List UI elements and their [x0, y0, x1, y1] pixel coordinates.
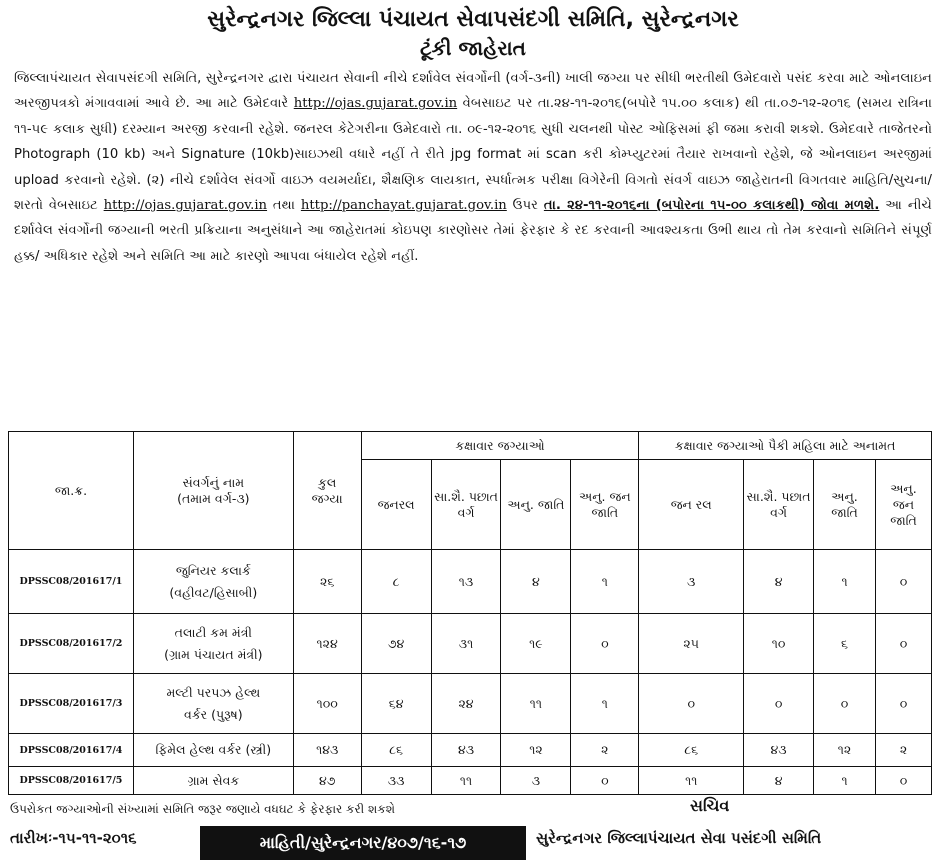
cell: ૧૩: [431, 550, 501, 614]
cell: ૧૧: [431, 767, 501, 795]
row-code: DPSSC08/201617/2: [9, 614, 134, 674]
cell: ૧૨: [814, 734, 876, 767]
body-paragraph: [14, 66, 932, 269]
cell: ૧: [814, 550, 876, 614]
header-st: અનુ. જન જાતિ: [571, 460, 639, 550]
cell: ૮૬: [361, 734, 431, 767]
ojas-link[interactable]: http://ojas.gujarat.gov.in: [293, 96, 458, 112]
panchayat-link[interactable]: http://panchayat.gujarat.gov.in: [300, 198, 507, 214]
vacancy-table: [8, 431, 932, 795]
body-text-4: ઉપર: [506, 198, 544, 214]
row-total: ૧૦૦: [293, 674, 361, 734]
table-row: [9, 767, 932, 795]
body-text-2: વેબસાઇટ પર તા.૨૪-૧૧-૨૦૧૬(બપોરે ૧૫.૦૦ કલાક) થી તા.૦૭-૧૨-૨૦૧૬ (સમય રાત્રિના ૧૧-૫૯ કલાક સુધી) દરમ્યાન અરજી કરવાની રહેશે. જનરલ કેટેગરીના ઉમેદવારો તા. ૦૯-૧૨-૨૦૧૬ સુધી ચલનથી પોસ્ટ ઓફિસમાં ફી જમા કરાવી શકશે. ઉમેદવારે તાજેતરનો Photograph (10 kb) અને Signature (10kb)સાઇઝથી વધારે નહીં તે રીતે jpg format માં scan કરી કોમ્પ્યુટરમાં તૈયાર રાખવાનો રહેશે, જે ઓનલાઇન અરજીમાં upload કરવાનો રહેશે. (૨) નીચે દર્શાવેલ સંવર્ગો વાઇઝ વયમર્યાદા, શૈક્ષણિક લાયકાત, સ્પર્ધાત્મક પરીક્ષા વિગેરેની વિગતો સંવર્ગ વાઇઝ જાહેરાતની વિગતવાર માહિતિ/સુચના/શરતો વેબસાઇટ: [14, 96, 932, 214]
cell: ૨: [875, 734, 931, 767]
cell: ૦: [744, 674, 814, 734]
cell: ૦: [875, 674, 931, 734]
header-women-sc: અનુ. જાતિ: [814, 460, 876, 550]
reference-number: માહિતી/સુરેન્દ્રનગર/૪૦૭/૧૬-૧૭: [259, 833, 467, 852]
row-code: DPSSC08/201617/5: [9, 767, 134, 795]
row-name: મલ્ટી પરપઝ હેલ્થ વર્કર (પુરૂષ): [133, 674, 293, 734]
cell: ૩: [639, 550, 744, 614]
cell: ૪: [501, 550, 571, 614]
table-row: [9, 734, 932, 767]
cell: ૨૫: [639, 614, 744, 674]
cell: ૧૧: [639, 767, 744, 795]
secretary-label: સચિવ: [690, 796, 730, 815]
table-row: [9, 550, 932, 614]
cell: ૬૪: [361, 674, 431, 734]
cell: ૧: [571, 550, 639, 614]
cell: ૪૩: [744, 734, 814, 767]
body-text-1: જિલ્લાપંચાયત સેવાપસંદગી સમિતિ, સુરેન્દ્રનગર દ્વારા પંચાયત સેવાની નીચે દર્શાવેલ સંવર્ગોની (વર્ગ-૩ની) ખાલી જગ્યા પર સીધી ભરતીથી ઉમેદવારો પસંદ કરવા માટે ઓનલાઇન અરજીપત્રકો મંગાવવામાં આવે છે. આ માટે ઉમેદવારે: [14, 71, 932, 112]
table-row: [9, 614, 932, 674]
cell: ૪: [744, 767, 814, 795]
row-code: DPSSC08/201617/3: [9, 674, 134, 734]
header-total: કુલ જગ્યા: [293, 432, 361, 550]
row-name: તલાટી કમ મંત્રી (ગ્રામ પંચાયત મંત્રી): [133, 614, 293, 674]
row-total: ૪૭: [293, 767, 361, 795]
reference-number-box: [200, 826, 526, 860]
cell: ૧૦: [744, 614, 814, 674]
date-label: તારીખઃ-૧૫-૧૧-૨૦૧૬: [10, 829, 137, 847]
body-text-5: આ નીચે દર્શાવેલ સંવર્ગોની જગ્યાની ભરતી પ્રક્રિયાના અનુસંધાને આ જાહેરાતમાં કોઇપણ કારણોસર તેમાં ફેરફાર કે રદ કરવાની આવશ્યકતા ઉભી થાય તો તેમ કરવાનો સમિતિને સંપૂર્ણ હક્ક/ અધિકાર રહેશે અને સમિતિ આ માટે કારણો આપવા બંધાયેલ રહેશે નહીં.: [14, 198, 932, 264]
cell: ૦: [639, 674, 744, 734]
cell: ૨૪: [431, 674, 501, 734]
date-highlight: તા. ૨૪-૧૧-૨૦૧૬ના (બપોરના ૧૫-૦૦ કલાકથી) જોવા મળશે.: [543, 198, 880, 214]
cell: ૪૩: [431, 734, 501, 767]
header-women-st: અનુ. જન જાતિ: [875, 460, 931, 550]
footer-note: ઉપરોકત જગ્યાઓની સંખ્યામાં સમિતિ જરૂર જણાયે વધઘટ કે ફેરફાર કરી શકશે: [10, 802, 395, 816]
cell: ૧: [814, 767, 876, 795]
cell: ૦: [571, 767, 639, 795]
ojas-link-2[interactable]: http://ojas.gujarat.gov.in: [103, 198, 268, 214]
table-row: [9, 674, 932, 734]
header-women-sebc: સા.શૈ. પછાત વર્ગ: [744, 460, 814, 550]
header-code: જા.ક્ર.: [9, 432, 134, 550]
cell: ૨: [571, 734, 639, 767]
committee-name: સુરેન્દ્રનગર જિલ્લાપંચાયત સેવા પસંદગી સમિતિ: [536, 829, 822, 847]
body-text-3: તથા: [267, 198, 301, 214]
cell: ૭૪: [361, 614, 431, 674]
row-name: ફિમેલ હેલ્થ વર્કર (સ્ત્રી): [133, 734, 293, 767]
cell: ૪: [744, 550, 814, 614]
header-sc: અનુ. જાતિ: [501, 460, 571, 550]
row-name: ગ્રામ સેવક: [133, 767, 293, 795]
row-code: DPSSC08/201617/4: [9, 734, 134, 767]
cell: ૮: [361, 550, 431, 614]
header-category-posts: કક્ષાવાર જગ્યાઓ: [361, 432, 639, 460]
cell: ૦: [875, 550, 931, 614]
row-total: ૨૬: [293, 550, 361, 614]
header-women-general: જન રલ: [639, 460, 744, 550]
advertisement-body: [0, 62, 946, 269]
cell: ૧: [571, 674, 639, 734]
cell: ૧૯: [501, 614, 571, 674]
row-name: જુનિયર કલાર્ક (વહીવટ/હિસાબી): [133, 550, 293, 614]
cell: ૦: [814, 674, 876, 734]
cell: ૦: [875, 614, 931, 674]
cell: ૬: [814, 614, 876, 674]
header-name: સંવર્ગનું નામ (તમામ વર્ગ-૩): [133, 432, 293, 550]
cell: ૦: [571, 614, 639, 674]
row-total: ૧૪૩: [293, 734, 361, 767]
header-general: જનરલ: [361, 460, 431, 550]
cell: ૩: [501, 767, 571, 795]
cell: ૦: [875, 767, 931, 795]
header-women-reserved: કક્ષાવાર જગ્યાઓ પૈકી મહિલા માટે અનામત: [639, 432, 932, 460]
page-title: સુરેન્દ્રનગર જિલ્લા પંચાયત સેવાપસંદગી સમિતિ, સુરેન્દ્રનગર: [207, 7, 739, 32]
row-total: ૧૨૪: [293, 614, 361, 674]
cell: ૧૧: [501, 674, 571, 734]
header-sebc: સા.શૈ. પછાત વર્ગ: [431, 460, 501, 550]
cell: ૮૬: [639, 734, 744, 767]
cell: ૩૩: [361, 767, 431, 795]
row-code: DPSSC08/201617/1: [9, 550, 134, 614]
page-subtitle: ટૂંકી જાહેરાત: [420, 36, 526, 60]
cell: ૧૨: [501, 734, 571, 767]
cell: ૩૧: [431, 614, 501, 674]
